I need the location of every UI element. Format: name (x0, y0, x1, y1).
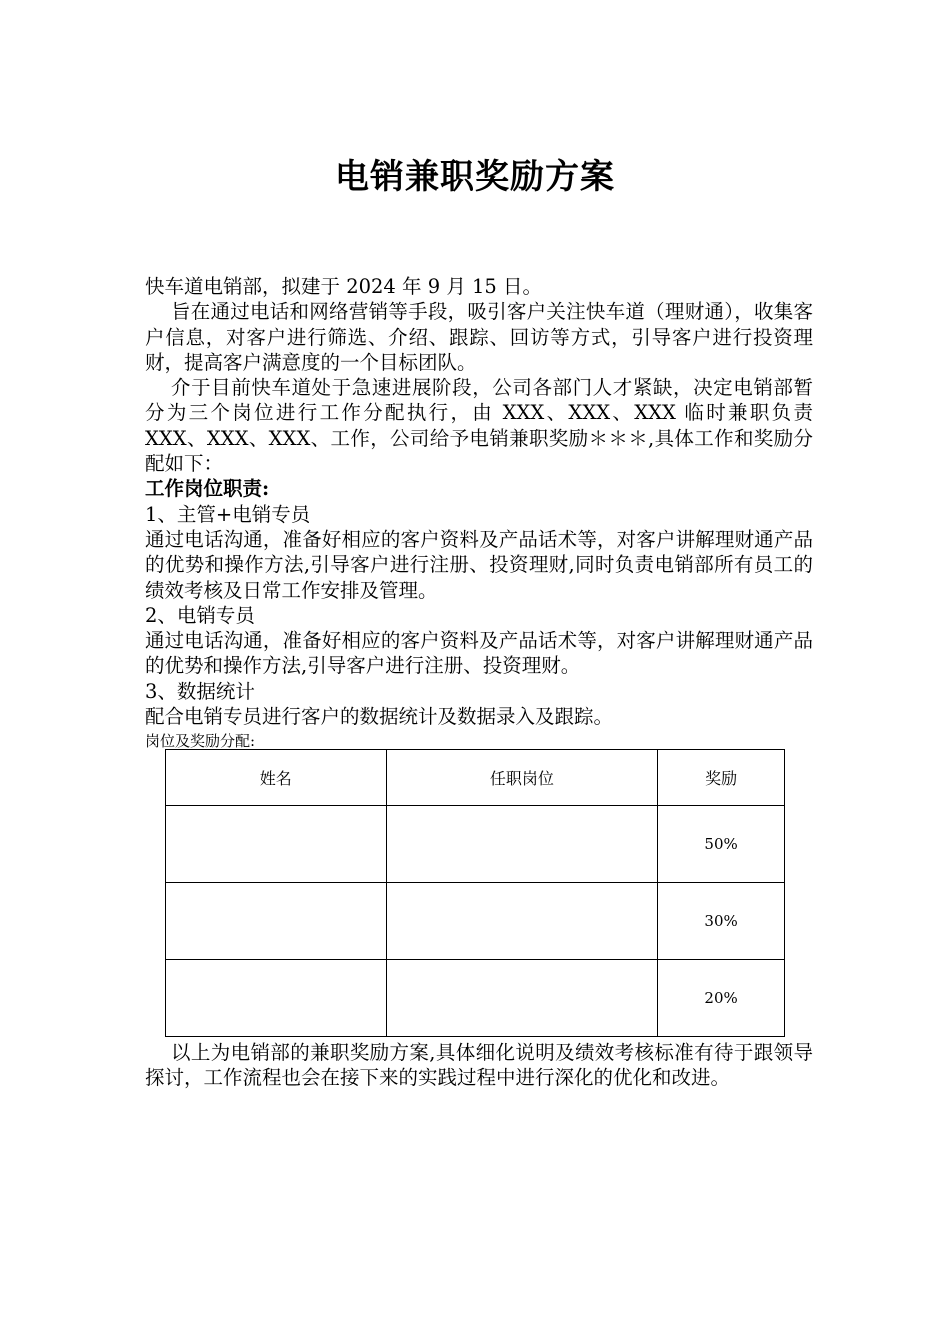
document-body (145, 274, 813, 753)
role-title-1: 1、主管+电销专员 (145, 502, 311, 526)
header-position: 任职岗位 (386, 750, 658, 806)
table-caption: 岗位及奖励分配: (145, 732, 256, 751)
cell-position (386, 806, 658, 883)
header-reward: 奖励 (658, 750, 785, 806)
cell-reward: 20% (658, 960, 785, 1037)
background-paragraph: 介于目前快车道处于急速进展阶段，公司各部门人才紧缺，决定电销部暂分为三个岗位进行工作分配执行，由 XXX、XXX、XXX 临时兼职负责 XXX、XXX、XXX、工作，公司给予电销兼职奖励＊＊＊,具体工作和奖励分配如下： (145, 376, 813, 476)
cell-name (166, 960, 387, 1037)
document-title: 电销兼职奖励方案 (335, 157, 615, 197)
table-row (166, 883, 785, 960)
role-title-2: 2、电销专员 (145, 603, 255, 627)
role-desc-2: 通过电话沟通，准备好相应的客户资料及产品话术等，对客户讲解理财通产品的优势和操作方法,引导客户进行注册、投资理财。 (145, 629, 813, 678)
intro-line: 快车道电销部，拟建于 2024 年 9 月 15 日。 (145, 275, 543, 298)
role-desc-1: 通过电话沟通，准备好相应的客户资料及产品话术等，对客户讲解理财通产品的优势和操作方法,引导客户进行注册、投资理财,同时负责电销部所有员工的绩效考核及日常工作安排及管理。 (145, 527, 813, 602)
table-header-row (166, 750, 785, 806)
duties-heading: 工作岗位职责: (145, 477, 270, 501)
cell-reward: 30% (658, 883, 785, 960)
table-row (166, 806, 785, 883)
table-row (166, 960, 785, 1037)
purpose-paragraph: 旨在通过电话和网络营销等手段，吸引客户关注快车道（理财通），收集客户信息，对客户进行筛选、介绍、跟踪、回访等方式，引导客户进行投资理财，提高客户满意度的一个目标团队。 (145, 300, 813, 374)
cell-position (386, 960, 658, 1037)
cell-name (166, 883, 387, 960)
reward-table (165, 749, 785, 1037)
header-name: 姓名 (166, 750, 387, 806)
role-title-3: 3、数据统计 (145, 679, 255, 703)
closing-paragraph: 以上为电销部的兼职奖励方案,具体细化说明及绩效考核标准有待于跟领导探讨，工作流程也会在接下来的实践过程中进行深化的优化和改进。 (145, 1041, 813, 1090)
cell-reward: 50% (658, 806, 785, 883)
cell-name (166, 806, 387, 883)
role-desc-3: 配合电销专员进行客户的数据统计及数据录入及跟踪。 (145, 705, 614, 729)
cell-position (386, 883, 658, 960)
